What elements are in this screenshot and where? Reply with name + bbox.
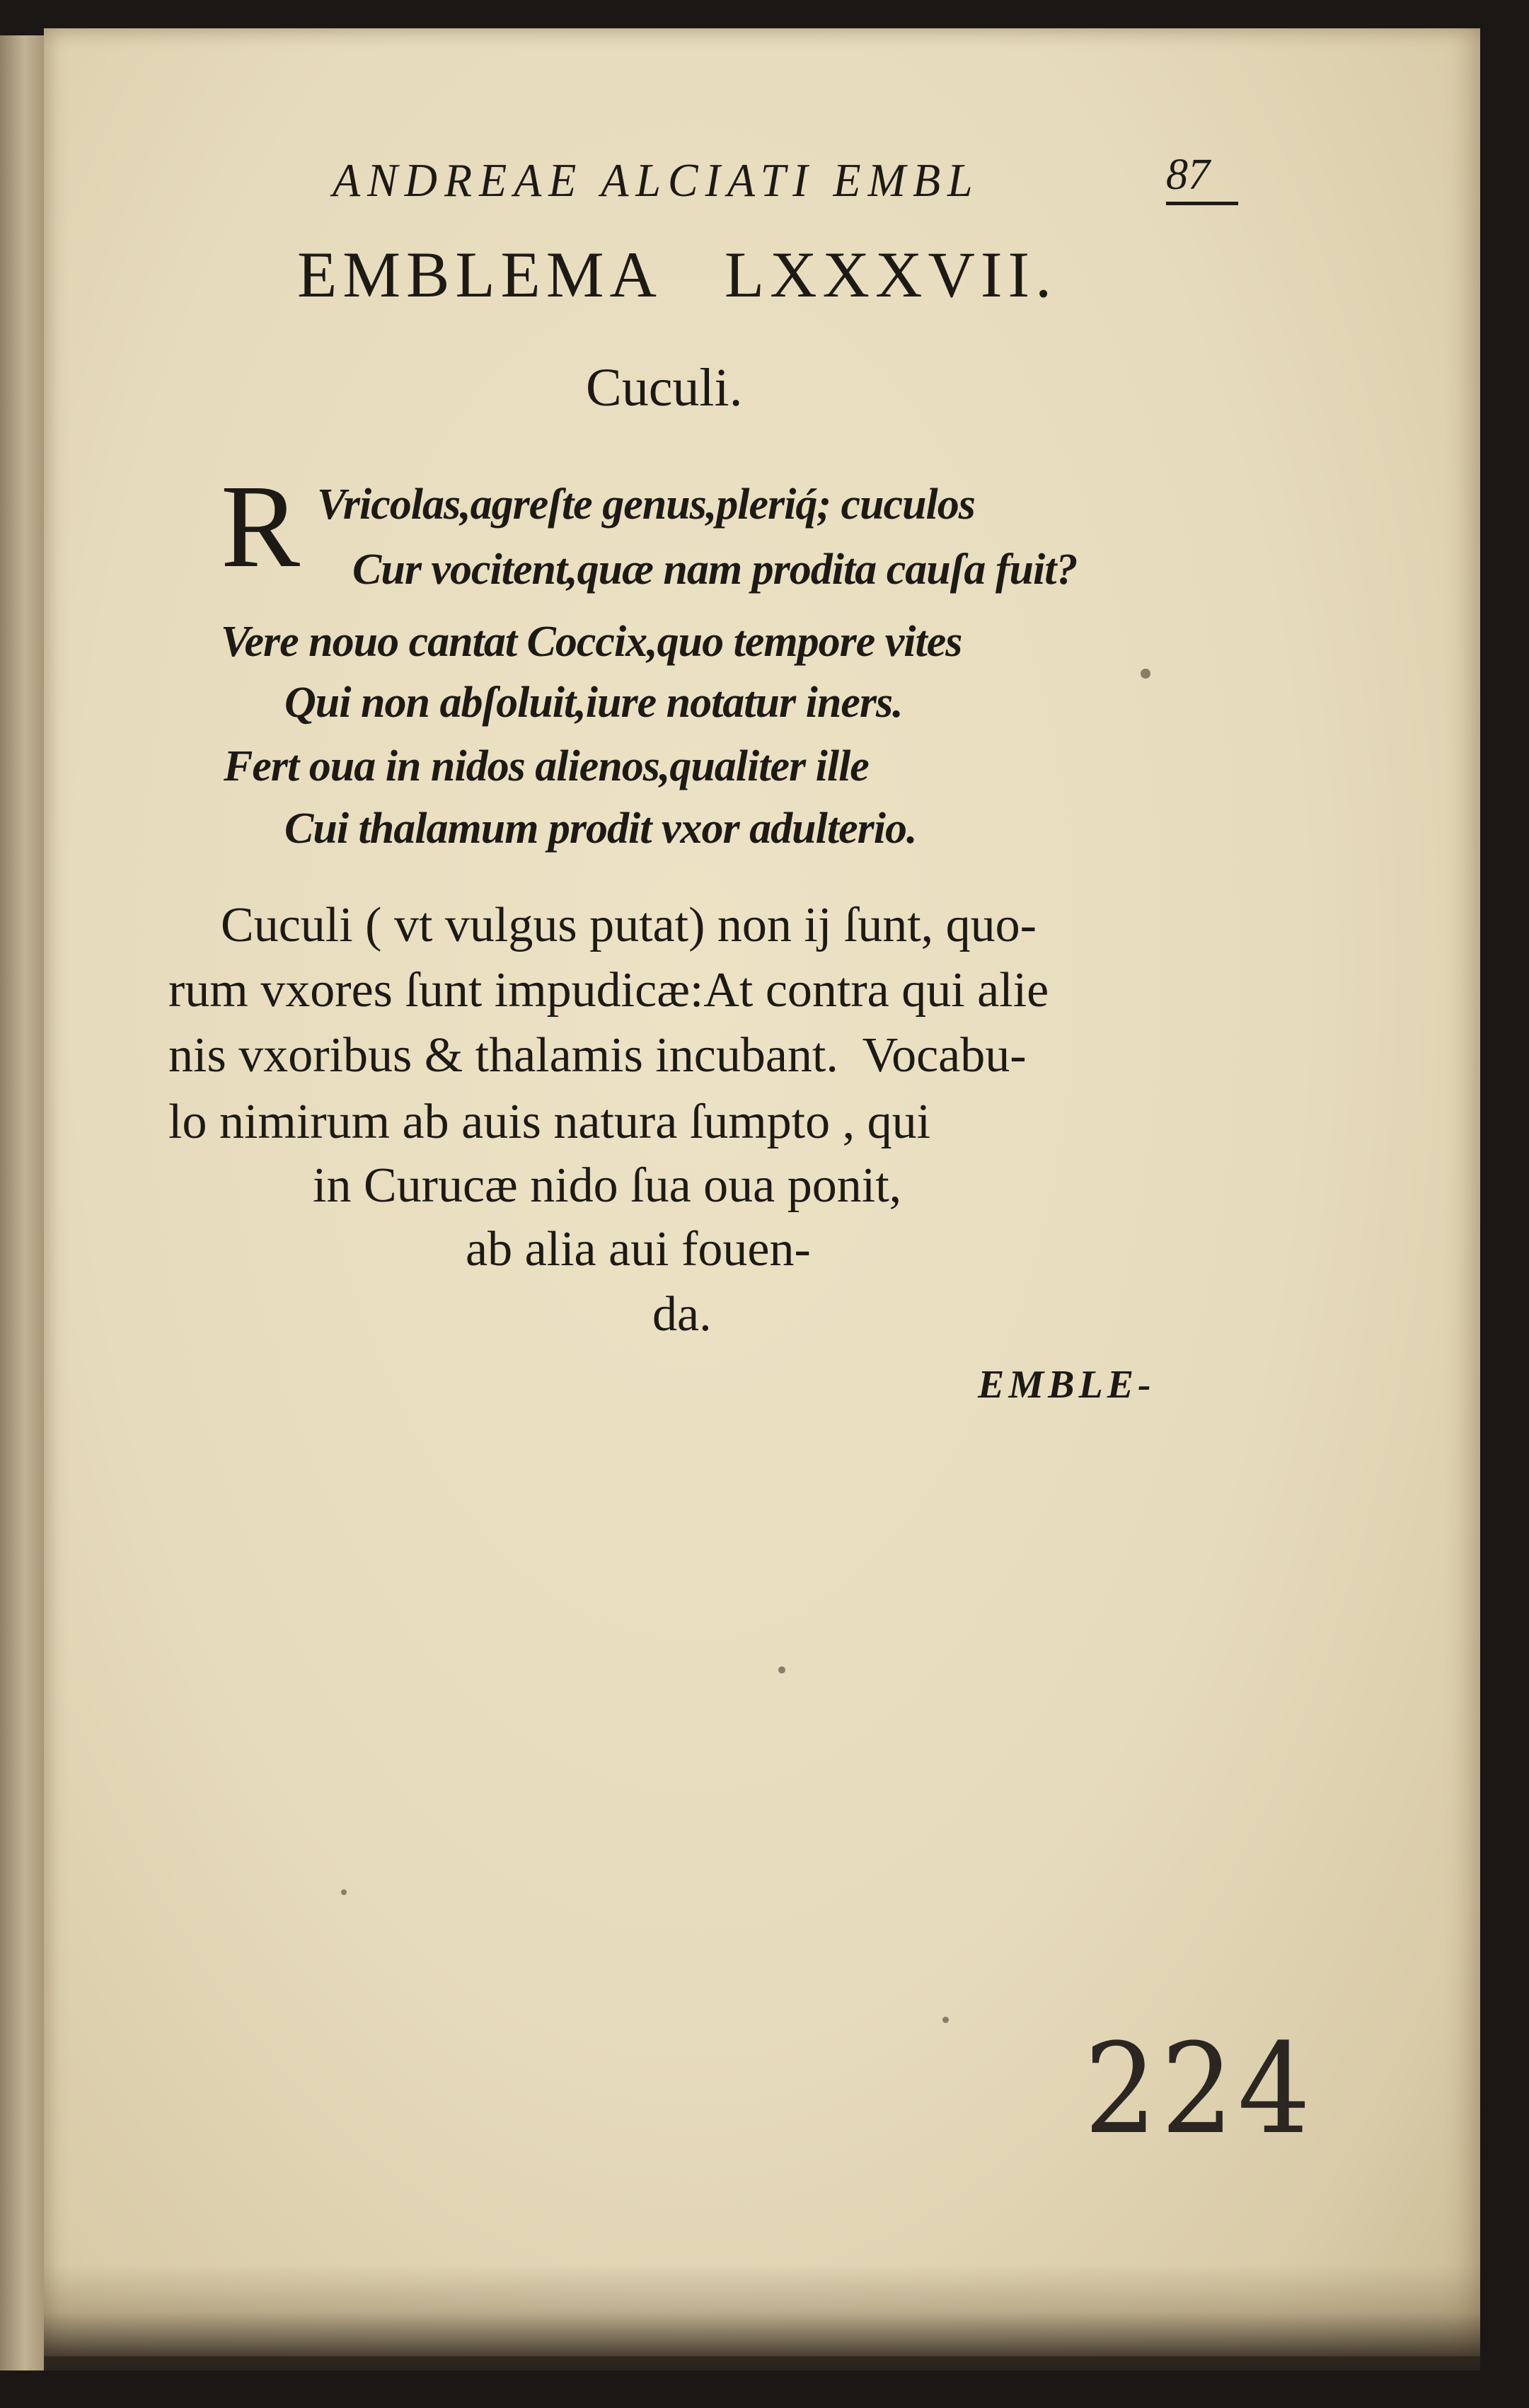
commentary-line: rum vxores ſunt impudicæ:At contra qui alie	[168, 963, 1049, 1018]
emblem-motto: Cuculi.	[586, 358, 743, 417]
verse-line: Cui thalamum prodit vxor adulterio.	[284, 805, 917, 853]
left-page-edge	[0, 35, 44, 2370]
drop-cap: R	[221, 461, 301, 592]
paper-speck	[341, 1889, 347, 1895]
verse-line: Qui non abſoluit,iure notatur iners.	[284, 679, 903, 727]
paper-speck	[942, 2017, 949, 2023]
commentary-line: nis vxoribus & thalamis incubant. Vocabu-	[168, 1028, 1027, 1083]
paper-speck	[778, 1666, 785, 1673]
catchword: EMBLE-	[978, 1363, 1155, 1407]
paper-speck	[1141, 669, 1150, 679]
commentary-line: lo nimirum ab auis natura ſumpto , qui	[168, 1095, 931, 1149]
commentary-line: in Curucæ nido ſua oua ponit,	[313, 1158, 902, 1213]
verse-line: Fert oua in nidos alienos,qualiter ille	[224, 742, 869, 790]
emblem-title: EMBLEMA LXXXVII.	[297, 238, 1058, 311]
commentary-line: da.	[652, 1287, 712, 1342]
running-head: ANDREAE ALCIATI EMBL	[333, 154, 980, 207]
library-stamp-number: 224	[1084, 2017, 1315, 2162]
verse-line: Vricolas,agreſte genus,pleriq́; cuculos	[317, 480, 975, 529]
commentary-line: Cuculi ( vt vulgus putat) non ij ſunt, quo-	[221, 898, 1037, 952]
verse-line: Vere nouo cantat Coccix,quo tempore vites	[221, 618, 962, 666]
commentary-line: ab alia aui fouen-	[466, 1222, 811, 1277]
verse-line: Cur vocitent,quæ nam prodita cauſa fuit?	[352, 546, 1078, 594]
page-bottom-edge	[44, 2264, 1480, 2370]
page-number: 87	[1166, 150, 1238, 205]
